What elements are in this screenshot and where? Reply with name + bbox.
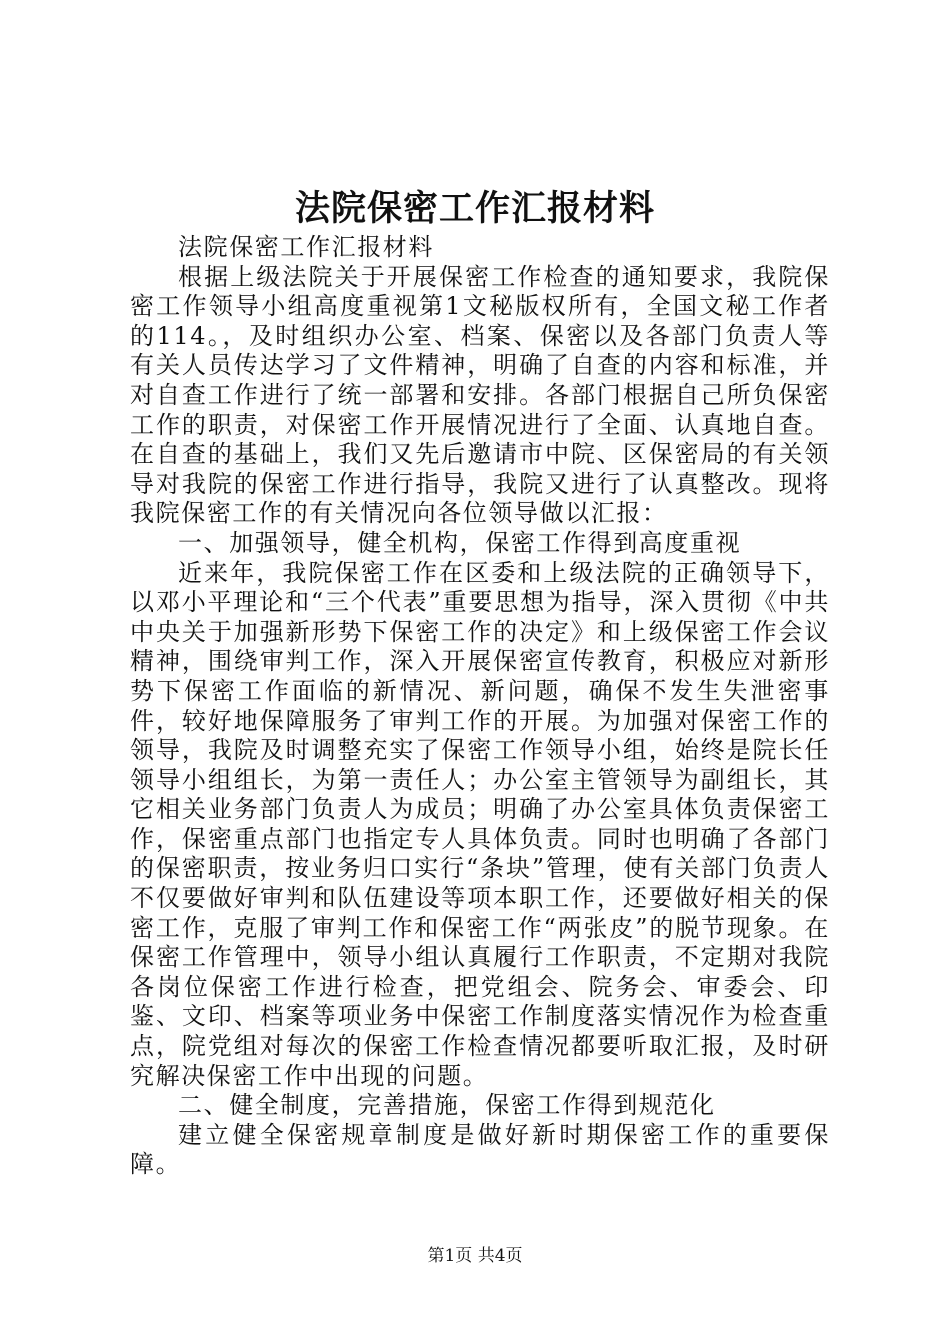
- document-body: [130, 233, 830, 1180]
- section-heading-2: 二、健全制度，完善措施，保密工作得到规范化: [178, 1091, 716, 1120]
- paragraph-intro: 根据上级法院关于开展保密工作检查的通知要求，我院保密工作领导小组高度重视第1文秘版权所有，全国文秘工作者的114。，及时组织办公室、档案、保密以及各部门负责人等有关人员传达学习了文件精神，明确了自查的内容和标准，并对自查工作进行了统一部署和安排。各部门根据自己所负保密工作的职责，对保密工作开展情况进行了全面、认真地自查。在自查的基础上，我们又先后邀请市中院、区保密局的有关领导对我院的保密工作进行指导，我院又进行了认真整改。现将我院保密工作的有关情况向各位领导做以汇报：: [130, 262, 830, 528]
- paragraph-subtitle: 法院保密工作汇报材料: [178, 233, 434, 261]
- section-heading-1: 一、加强领导，健全机构，保密工作得到高度重视: [178, 528, 742, 557]
- paragraph-section-1: 近来年，我院保密工作在区委和上级法院的正确领导下，以邓小平理论和“三个代表”重要思想为指导，深入贯彻《中共中央关于加强新形势下保密工作的决定》和上级保密工作会议精神，围绕审判工作，深入开展保密宣传教育，积极应对新形势下保密工作面临的新情况、新问题，确保不发生失泄密事件，较好地保障服务了审判工作的开展。为加强对保密工作的领导，我院及时调整充实了保密工作领导小组，始终是院长任领导小组组长，为第一责任人；办公室主管领导为副组长，其它相关业务部门负责人为成员；明确了办公室具体负责保密工作，保密重点部门也指定专人具体负责。同时也明确了各部门的保密职责，按业务归口实行“条块”管理，使有关部门负责人不仅要做好审判和队伍建设等项本职工作，还要做好相关的保密工作，克服了审判工作和保密工作“两张皮”的脱节现象。在保密工作管理中，领导小组认真履行工作职责，不定期对我院各岗位保密工作进行检查，把党组会、院务会、审委会、印鉴、文印、档案等项业务中保密工作制度落实情况作为检查重点，院党组对每次的保密工作检查情况都要听取汇报，及时研究解决保密工作中出现的问题。: [130, 558, 830, 1090]
- paragraph-section-2: 建立健全保密规章制度是做好新时期保密工作的重要保障。: [130, 1120, 830, 1179]
- page-number-footer: 第1页 共4页: [427, 1246, 523, 1266]
- document-title: 法院保密工作汇报材料: [294, 188, 655, 229]
